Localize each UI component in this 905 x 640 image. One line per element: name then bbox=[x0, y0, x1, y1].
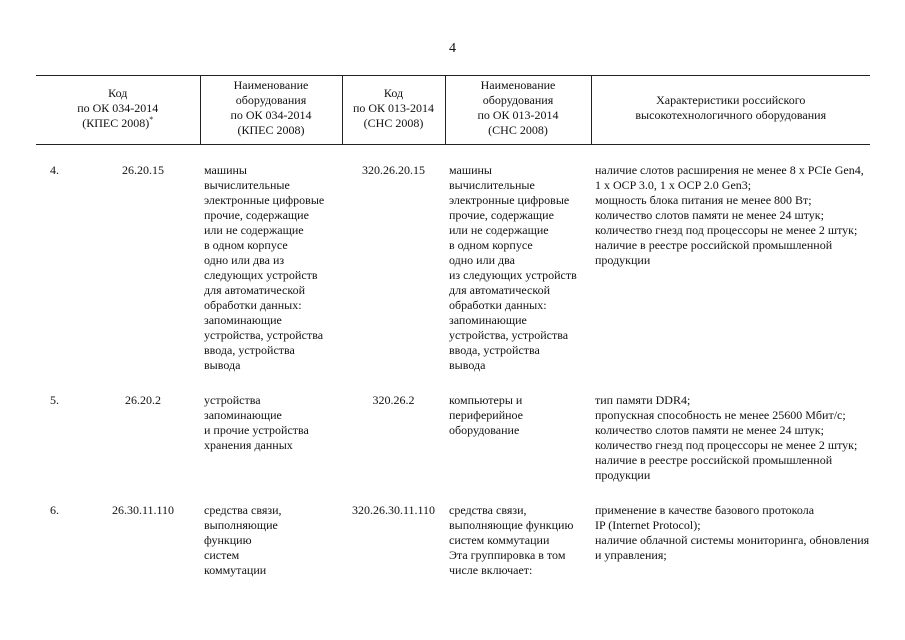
characteristics-cell-line: наличие облачной системы мониторинга, обновления bbox=[595, 533, 870, 547]
table-row bbox=[36, 163, 870, 373]
name-okpd-cell-line: коммутации bbox=[204, 563, 267, 577]
code-okp-cell: 320.26.2 bbox=[372, 393, 415, 407]
name-okpd-cell bbox=[200, 503, 342, 578]
characteristics-cell-line: продукции bbox=[595, 253, 651, 267]
characteristics-cell-line: тип памяти DDR4; bbox=[595, 393, 691, 407]
name-okpd-cell-line: устройства bbox=[204, 393, 261, 407]
header-name-okp: Наименование оборудования по ОК 013-2014 (СНС 2008) bbox=[445, 76, 591, 145]
characteristics-cell-line: количество слотов памяти не менее 24 штук; bbox=[595, 208, 824, 222]
name-okp-cell-line: прочие, содержащие bbox=[449, 208, 554, 222]
name-okp-cell-line: одно или два bbox=[449, 253, 515, 267]
header-code-okp: Код по ОК 013-2014 (СНС 2008) bbox=[342, 76, 445, 145]
code-okpd-cell: 26.20.2 bbox=[125, 393, 161, 407]
name-okpd-cell-line: электронные цифровые bbox=[204, 193, 325, 207]
name-okpd-cell-line: систем bbox=[204, 548, 240, 562]
name-okpd-cell-line: функцию bbox=[204, 533, 252, 547]
name-okp-cell-line: или не содержащие bbox=[449, 223, 549, 237]
name-okpd-cell-line: для автоматической bbox=[204, 283, 305, 297]
name-okp-cell-line: ввода, устройства bbox=[449, 343, 540, 357]
row-number: 5. bbox=[50, 393, 59, 407]
name-okp-cell-line: числе включает: bbox=[449, 563, 533, 577]
name-okp-cell-line: вывода bbox=[449, 358, 486, 372]
code-okp-cell: 320.26.30.11.110 bbox=[351, 503, 436, 517]
name-okpd-cell-line: ввода, устройства bbox=[204, 343, 295, 357]
code-okpd-cell: 26.30.11.110 bbox=[111, 503, 175, 517]
name-okp-cell-line: периферийное bbox=[449, 408, 524, 422]
name-okp-cell-line: обработки данных: bbox=[449, 298, 547, 312]
name-okpd-cell-line: обработки данных: bbox=[204, 298, 302, 312]
code-okp-cell: 320.26.20.15 bbox=[362, 163, 425, 177]
name-okpd-cell-line: устройства, устройства bbox=[204, 328, 324, 342]
name-okpd-cell-line: следующих устройств bbox=[204, 268, 318, 282]
header-characteristics: Характеристики российского высокотехнологичного оборудования bbox=[591, 76, 870, 145]
name-okp-cell bbox=[445, 393, 591, 483]
name-okp-cell-line: в одном корпусе bbox=[449, 238, 533, 252]
name-okpd-cell-line: вывода bbox=[204, 358, 241, 372]
name-okp-cell-line: запоминающие bbox=[449, 313, 527, 327]
name-okpd-cell-line: запоминающие bbox=[204, 313, 282, 327]
name-okp-cell-line: для автоматической bbox=[449, 283, 550, 297]
characteristics-cell-line: 1 x OCP 3.0, 1 x OCP 2.0 Gen3; bbox=[595, 178, 752, 192]
page-number: 4 bbox=[449, 41, 456, 56]
name-okp-cell-line: из следующих устройств bbox=[449, 268, 577, 282]
name-okpd-cell-line: средства связи, bbox=[204, 503, 282, 517]
characteristics-cell-line: и управления; bbox=[595, 548, 667, 562]
characteristics-cell-line: мощность блока питания не менее 800 Вт; bbox=[595, 193, 812, 207]
row-number: 4. bbox=[50, 163, 59, 177]
row-number: 6. bbox=[50, 503, 59, 517]
table-row bbox=[36, 503, 870, 578]
name-okpd-cell bbox=[200, 163, 342, 373]
name-okp-cell-line: средства связи, bbox=[449, 503, 527, 517]
name-okp-cell-line: оборудование bbox=[449, 423, 520, 437]
characteristics-cell-line: количество гнезд под процессоры не менее 2 штук; bbox=[595, 438, 858, 452]
name-okp-cell-line: машины bbox=[449, 163, 492, 177]
characteristics-cell-line: применение в качестве базового протокола bbox=[595, 503, 815, 517]
name-okpd-cell-line: или не содержащие bbox=[204, 223, 304, 237]
characteristics-cell-line: количество слотов памяти не менее 24 штук; bbox=[595, 423, 824, 437]
characteristics-cell-line: IP (Internet Protocol); bbox=[595, 518, 701, 532]
name-okp-cell bbox=[445, 503, 591, 578]
name-okp-cell-line: вычислительные bbox=[449, 178, 535, 192]
name-okpd-cell-line: и прочие устройства bbox=[204, 423, 309, 437]
name-okp-cell-line: выполняющие функцию bbox=[449, 518, 574, 532]
name-okpd-cell bbox=[200, 393, 342, 483]
name-okp-cell-line: электронные цифровые bbox=[449, 193, 570, 207]
name-okpd-cell-line: в одном корпусе bbox=[204, 238, 288, 252]
characteristics-cell-line: наличие в реестре российской промышленной bbox=[595, 238, 833, 252]
characteristics-cell bbox=[591, 163, 870, 373]
characteristics-cell bbox=[591, 393, 870, 483]
name-okp-cell-line: компьютеры и bbox=[449, 393, 523, 407]
name-okpd-cell-line: выполняющие bbox=[204, 518, 278, 532]
name-okp-cell-line: устройства, устройства bbox=[449, 328, 569, 342]
code-okpd-cell: 26.20.15 bbox=[122, 163, 164, 177]
characteristics-cell-line: продукции bbox=[595, 468, 651, 482]
table-header-row bbox=[36, 76, 870, 145]
equipment-table bbox=[36, 75, 870, 578]
characteristics-cell-line: пропускная способность не менее 25600 Мбит/с; bbox=[595, 408, 846, 422]
characteristics-cell-line: количество гнезд под процессоры не менее 2 штук; bbox=[595, 223, 858, 237]
name-okp-cell-line: Эта группировка в том bbox=[449, 548, 566, 562]
header-name-okpd: Наименование оборудования по ОК 034-2014 (КПЕС 2008) bbox=[200, 76, 342, 145]
name-okpd-cell-line: машины bbox=[204, 163, 247, 177]
name-okpd-cell-line: запоминающие bbox=[204, 408, 282, 422]
table-row bbox=[36, 393, 870, 483]
name-okpd-cell-line: хранения данных bbox=[204, 438, 293, 452]
characteristics-cell-line: наличие слотов расширения не менее 8 x PCIe Gen4, bbox=[595, 163, 864, 177]
characteristics-cell-line: наличие в реестре российской промышленной bbox=[595, 453, 833, 467]
name-okpd-cell-line: прочие, содержащие bbox=[204, 208, 309, 222]
name-okp-cell bbox=[445, 163, 591, 373]
name-okpd-cell-line: вычислительные bbox=[204, 178, 290, 192]
characteristics-cell bbox=[591, 503, 870, 578]
name-okpd-cell-line: одно или два из bbox=[204, 253, 285, 267]
name-okp-cell-line: систем коммутации bbox=[449, 533, 550, 547]
header-code-okpd: Код по ОК 034-2014 (КПЕС 2008)* bbox=[36, 76, 200, 145]
